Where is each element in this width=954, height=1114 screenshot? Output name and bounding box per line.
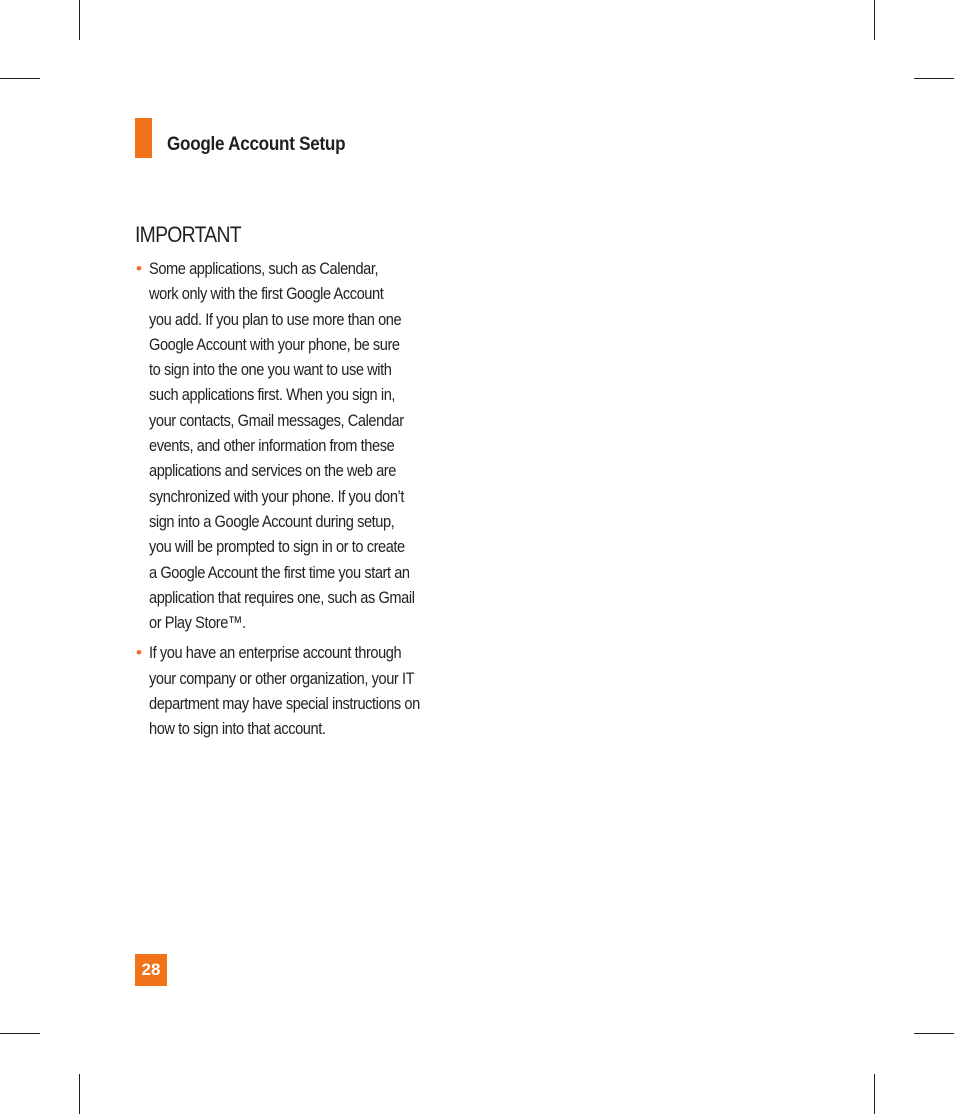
page-number: 28 [135,954,167,986]
list-item [135,640,495,741]
list-item [135,256,495,635]
section-header-accent-bar [135,118,152,158]
important-bullet-list [135,256,495,747]
crop-mark-bottom-left-vertical [79,1074,80,1114]
bullet-icon: • [136,643,142,663]
section-header [135,118,365,158]
crop-mark-bottom-right-horizontal [914,1033,954,1034]
crop-mark-top-left-horizontal [0,78,40,79]
important-heading: IMPORTANT [135,222,241,247]
crop-mark-top-left-vertical [79,0,80,40]
bullet-text: If you have an enterprise account through your company or other organization, your IT department may have special instructions on how to sign into that account. [149,643,420,739]
crop-mark-top-right-vertical [874,0,875,40]
crop-mark-bottom-right-vertical [874,1074,875,1114]
bullet-icon: • [136,259,142,278]
crop-mark-top-right-horizontal [914,78,954,79]
section-title: Google Account Setup [167,134,346,155]
crop-mark-bottom-left-horizontal [0,1033,40,1034]
bullet-text: Some applications, such as Calendar, work only with the first Google Account you add. If you plan to use more than one Google Account with your phone, be sure to sign into the one you want to use with such applications first. When you sign in, your contacts, Gmail messages, Calendar events, and other information from these applications and services on the web are synchronized with your phone. If you don’t sign into a Google Account during setup, you will be prompted to sign in or to create a Google Account the first time you start an application that requires one, such as Gmail or Play Store™. [149,259,415,633]
